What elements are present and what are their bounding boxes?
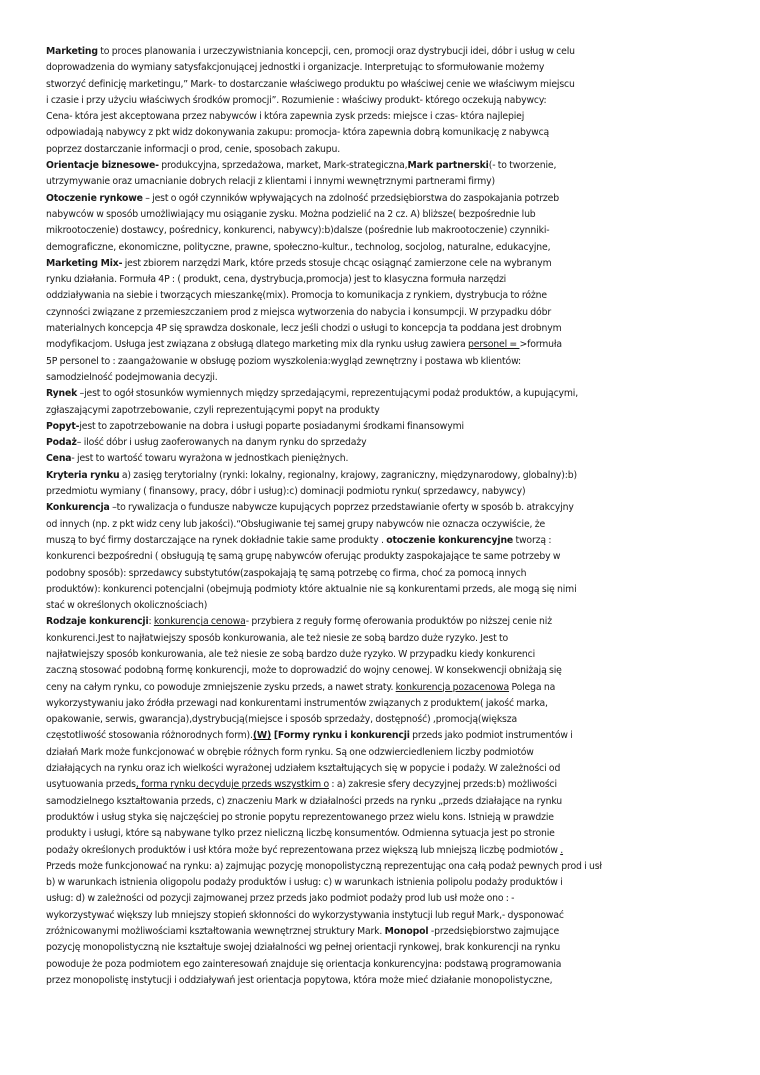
text-line (46, 191, 718, 207)
text-run: samodzielnego kształtowania przeds, c) znaczeniu Mark w działalności przeds na rynku „przeds działające na rynku (46, 795, 563, 807)
text-line (46, 940, 718, 956)
text-line (46, 566, 718, 582)
text-run: modyfikacjom. Usługa jest związana z obsługą dlatego marketing mix dla rynku usług zawiera (46, 339, 469, 351)
text-run: od innych (np. z pkt widz ceny lub jakości).“Obsługiwanie tej samej grupy nabywców nie oznacza oczywiście, że (46, 518, 546, 530)
text-line (46, 240, 718, 256)
text-line (46, 435, 718, 451)
text-line (46, 647, 718, 663)
bold-term: Podaż (46, 437, 77, 449)
text-line (46, 908, 718, 924)
text-run: działających na rynku oraz ich wielkości wyrażonej udziałem kształtujących się w popycie i podaży. W zależności od (46, 763, 561, 775)
text-line (46, 484, 718, 500)
text-run: zróżnicowanymi możliwościami kształtowania wewnętrznej struktury Mark. (46, 926, 385, 938)
text-run: wykorzystywać większy lub mniejszy stopień skłonności do wykorzystywania instytucji lub reguł Mark,- dysponować (46, 909, 564, 921)
text-run: podaży określonych produktów i usł która może być reprezentowana przez większą lub mniejszą liczbę podmiotów (46, 844, 561, 856)
bold-term: otoczenie konkurencyjne (386, 534, 514, 546)
text-run: Polega na (509, 681, 556, 693)
text-line (46, 745, 718, 761)
text-run: wykorzystywaniu jako źródła przewagi nad konkurentami instrumentów związanych z produktem( jakość marka, (46, 697, 548, 709)
text-run: produkty i usługi, które są nabywane tylko przez nieliczną liczbę konsumentów. Odmienna sytuacja jest po stronie (46, 828, 555, 840)
text-run: - przybiera z reguły formę oferowania produktów po niższej cenie niż (245, 616, 552, 628)
text-run: mikrootoczenie) dostawcy, pośrednicy, konkurenci, nabywcy):b)dalsze (pośrednie lub makrootoczenie) czynniki- (46, 225, 550, 237)
text-line (46, 256, 718, 272)
text-run: >formuła (519, 339, 562, 351)
text-run: produktów i usług styka się najczęściej po stronie popytu reprezentowanego przez wielu kons. Istnieją w prawdzie (46, 811, 554, 823)
text-line (46, 598, 718, 614)
text-run: ceny na całym rynku, co powoduje zmniejszenie zysku przeds, a nawet straty. (46, 681, 396, 693)
bold-term: Rodzaje konkurencji (46, 616, 149, 628)
text-run: opakowanie, serwis, gwarancja),dystrybucją(miejsce i sposób sprzedaży, dostępność) ,promocją(większa (46, 714, 518, 726)
text-line (46, 288, 718, 304)
text-run: doprowadzenia do wymiany satysfakcjonującej jednostki i organizacje. Interpretując to sformułowanie możemy (46, 62, 545, 74)
bold-term: Monopol (384, 926, 429, 938)
text-run: usytuowania przeds (46, 779, 136, 791)
bold-term: Popyt- (46, 420, 80, 432)
text-run: a) zasięg terytorialny (rynki: lokalny, regionalny, krajowy, zagraniczny, międzynarodowy, globalny):b) (119, 469, 577, 481)
text-run: materialnych koncepcja 4P się sprawdza doskonale, lecz jeśli chodzi o usługi to koncepcja ta poddana jest drobnym (46, 323, 562, 335)
text-line (46, 859, 718, 875)
text-run: 5P personel to : zaangażowanie w obsługę poziom wyszkolenia:wygląd zewnętrzny i postawa wb klientów: (46, 355, 522, 367)
bold-term: Otoczenie rynkowe (46, 192, 143, 204)
text-line (46, 60, 718, 76)
text-line (46, 44, 718, 60)
text-line (46, 631, 718, 647)
text-run: czynności związane z przemieszczaniem prod z miejsca wytworzenia do nabycia i konsumpcji. W przypadku dóbr (46, 306, 551, 318)
text-run: jest to zapotrzebowanie na dobra i usługi poparte posiadanymi środkami finansowymi (79, 420, 464, 432)
text-run: produkcyjna, sprzedażowa, market, Mark-strategiczna, (158, 160, 408, 172)
text-run: odpowiadają nabywcy z pkt widz dokonywania zakupu: promocja- która zapewnia dobrą komunikację z nabywcą (46, 127, 550, 139)
text-run: Przeds może funkcjonować na rynku: a) zajmując pozycję monopolistyczną reprezentując ona całą podaż pewnych prod i usł (46, 860, 602, 872)
bold-term: Mark partnerski (407, 160, 489, 172)
text-run: stworzyć definicję marketingu,” Mark- to dostarczanie właściwego produktu po właściwej cenie we właściwym miejscu (46, 78, 575, 90)
text-line (46, 517, 718, 533)
text-run: konkurenci bezpośredni ( obsługują tę samą grupę nabywców oferując produkty zaspokajające te same potrzeby w (46, 551, 561, 563)
text-run: powoduje że poza podmiotem ego zainteresowań znajduje się orientacja konkurencyjna: podstawą programowania (46, 958, 562, 970)
text-line (46, 777, 718, 793)
underlined-text: . (560, 844, 564, 856)
text-line (46, 223, 718, 239)
text-line (46, 321, 718, 337)
text-line (46, 109, 718, 125)
text-line (46, 843, 718, 859)
text-run: przedmiotu wymiany ( finansowy, pracy, dóbr i usług):c) dominacji podmiotu rynku( sprzedawcy, nabywcy) (46, 486, 526, 498)
text-run: - jest to wartość towaru wyrażona w jednostkach pieniężnych. (71, 453, 349, 465)
text-run: przez monopolistę instytucji i oddziaływań jest orientacja popytowa, która może mieć działanie monopolistyczne, (46, 974, 553, 986)
text-run: to proces planowania i urzeczywistniania koncepcji, cen, promocji oraz dystrybucji idei, dóbr i usług w celu (97, 46, 575, 57)
text-run: b) w warunkach istnienia oligopolu podaży produktów i usług: c) w warunkach istnienia polipolu podaży produktów i (46, 877, 563, 889)
text-line (46, 794, 718, 810)
text-run: najłatwiejszy sposób konkurowania, ale też niesie ze sobą bardzo duże ryzyko. W przypadku kiedy konkurenci (46, 648, 536, 660)
text-run: produktów): konkurenci potencjalni (obejmują podmioty które aktualnie nie są konkurentami przeds, ale mogą się nimi (46, 583, 577, 595)
text-run: -przedsiębiorstwo zajmujące (428, 926, 560, 938)
text-line (46, 924, 718, 940)
text-run: rynku działania. Formuła 4P : ( produkt, cena, dystrybucja,promocja) jest to klasyczna formuła narzędzi (46, 274, 507, 286)
text-run: częstotliwość stosowania różnorodnych form). (46, 730, 253, 742)
text-run: usług: d) w zależności od pozycji zajmowanej przez przeds jako podmiot podaży prod lub usł może ono : - (46, 893, 515, 905)
text-run: Cena- która jest akceptowana przez nabywców i która zapewnia zysk przeds: miejsce i czas- która najlepiej (46, 111, 525, 123)
text-run: utrzymywanie oraz umacnianie dobrych relacji z klientami i innymi wewnętrznymi partnerami firmy) (46, 176, 495, 188)
text-run: oddziaływania na siebie i tworzących mieszankę(mix). Promocja to komunikacja z rynkiem, dystrybucja to różne (46, 290, 547, 302)
text-run: i czasie i przy użyciu właściwych środków promocji”. Rozumienie : właściwy produkt- którego oczekują nabywcy: (46, 94, 547, 106)
text-line (46, 207, 718, 223)
text-line (46, 468, 718, 484)
bold-term: Orientacje biznesowe- (46, 160, 159, 172)
text-line (46, 305, 718, 321)
text-run: – jest o ogół czynników wpływających na zdolność przedsiębiorstwa do zaspokajania potrzeb (142, 192, 559, 204)
text-run: jest zbiorem narzędzi Mark, które przeds stosuje chcąc osiągnąć zamierzone cele na wybranym (122, 257, 552, 269)
text-line (46, 337, 718, 353)
text-line (46, 875, 718, 891)
underlined-text: konkurencja pozacenowa (395, 681, 510, 693)
text-run: – ilość dóbr i usług zaoferowanych na danym rynku do sprzedaży (76, 437, 367, 449)
text-line (46, 810, 718, 826)
bold-term: [Formy rynku i konkurencji (271, 730, 410, 742)
text-line (46, 533, 718, 549)
text-line (46, 500, 718, 516)
underlined-text: konkurencja cenowa (153, 616, 246, 628)
text-line (46, 663, 718, 679)
text-run: muszą to być firmy dostarczające na rynek dokładnie takie same produkty . (46, 534, 387, 546)
bold-term: Rynek (46, 388, 78, 400)
text-run: samodzielność podejmowania decyzji. (46, 371, 218, 383)
text-run: zgłaszającymi zapotrzebowanie, czyli reprezentującymi popyt na produkty (46, 404, 380, 416)
text-line (46, 93, 718, 109)
text-run: zaczną stosować podobną formę konkurencji, może to doprowadzić do wojny cenowej. W konsekwencji obniżają się (46, 665, 562, 677)
text-line (46, 125, 718, 141)
text-run: stać w określonych okolicznościach) (46, 600, 208, 612)
text-run: –to rywalizacja o fundusze nabywcze kupujących poprzez przedstawianie oferty w sposób b. atrakcyjny (109, 502, 574, 514)
text-line (46, 891, 718, 907)
text-run: pozycję monopolistyczną nie kształtuje swojej działalności wg pełnej orientacji rynkowej, brak konkurencji na rynku (46, 942, 561, 954)
text-line (46, 973, 718, 989)
bold-term: Kryteria rynku (46, 469, 120, 481)
bold-term: Konkurencja (46, 502, 110, 514)
text-run: demograficzne, ekonomiczne, polityczne, prawne, społeczno-kultur., technolog, socjolog, naturalne, edukacyjne, (46, 241, 551, 253)
document-page (46, 44, 718, 989)
text-line (46, 728, 718, 744)
bold-term: (W) (252, 730, 272, 742)
underlined-text: , forma rynku decyduje przeds wszystkim o (135, 779, 330, 791)
text-line (46, 549, 718, 565)
text-run: przeds jako podmiot instrumentów i (409, 730, 573, 742)
underlined-text: personel = (468, 339, 520, 351)
text-line (46, 272, 718, 288)
text-line (46, 712, 718, 728)
text-line (46, 680, 718, 696)
bold-term: Cena (46, 453, 72, 465)
text-run: –jest to ogół stosunków wymiennych między sprzedającymi, reprezentującymi podaż produktów, a kupującymi, (77, 388, 579, 400)
text-run: działań Mark może funkcjonować w obrębie różnych form rynku. Są one odzwierciedleniem liczby podmiotów (46, 746, 534, 758)
text-run: (- to tworzenie, (488, 160, 557, 172)
bold-term: Marketing (46, 46, 98, 57)
text-line (46, 957, 718, 973)
text-run: : (148, 616, 154, 628)
text-line (46, 354, 718, 370)
text-line (46, 614, 718, 630)
text-line (46, 158, 718, 174)
text-line (46, 142, 718, 158)
text-line (46, 77, 718, 93)
text-run: konkurenci.Jest to najłatwiejszy sposób konkurowania, ale też niesie ze sobą bardzo duże ryzyko. Jest to (46, 632, 509, 644)
text-line (46, 761, 718, 777)
text-line (46, 403, 718, 419)
text-run: nabywców w sposób umożliwiający mu osiąganie zysku. Można podzielić na 2 cz. A) bliższe( bezpośrednie lub (46, 208, 536, 220)
text-line (46, 451, 718, 467)
text-line (46, 370, 718, 386)
text-run: podobny sposób): sprzedawcy substytutów(zaspokajają tę samą potrzebę co firma, choć za pomocą innych (46, 567, 527, 579)
text-run: : a) zakresie sfery decyzyjnej przeds:b) możliwości (329, 779, 557, 791)
text-line (46, 826, 718, 842)
text-line (46, 696, 718, 712)
text-line (46, 174, 718, 190)
bold-term: Marketing Mix- (46, 257, 123, 269)
text-line (46, 419, 718, 435)
text-line (46, 582, 718, 598)
text-line (46, 386, 718, 402)
text-run: poprzez dostarczanie informacji o prod, cenie, sposobach zakupu. (46, 143, 341, 155)
text-run: tworzą : (513, 534, 552, 546)
